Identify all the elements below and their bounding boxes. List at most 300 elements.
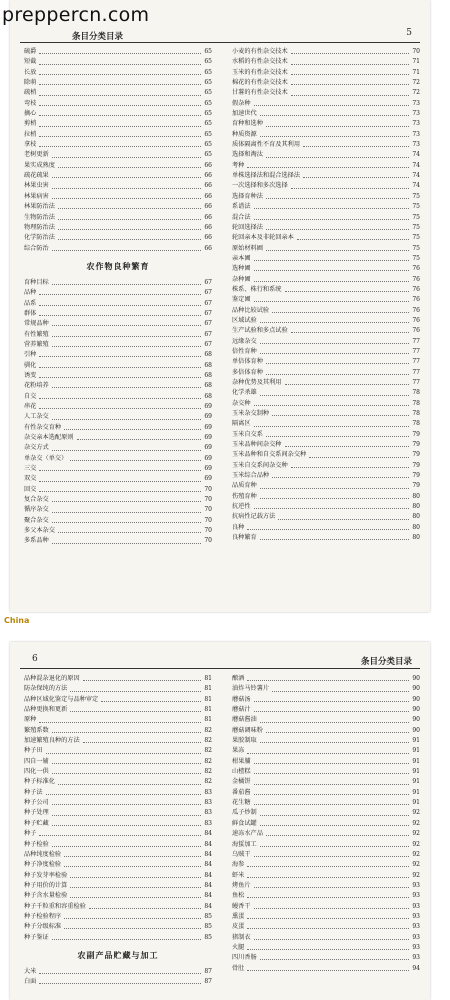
entry-page-number: 65 xyxy=(204,58,212,66)
index-entry xyxy=(232,933,420,943)
index-entry xyxy=(232,523,420,533)
entry-title: 种子标准化 xyxy=(24,778,55,786)
dot-leader xyxy=(247,917,409,919)
dot-leader xyxy=(39,125,201,127)
entry-title: 种子法 xyxy=(24,788,43,796)
entry-page-number: 66 xyxy=(204,213,212,221)
dot-leader xyxy=(247,969,409,971)
index-entry xyxy=(24,474,212,484)
entry-title: 种子鉴证 xyxy=(24,933,49,941)
index-entry xyxy=(24,674,212,684)
entry-page-number: 75 xyxy=(412,254,420,262)
entry-page-number: 66 xyxy=(204,223,212,231)
index-entry xyxy=(232,788,420,798)
dot-leader xyxy=(52,824,202,826)
dot-leader xyxy=(260,814,410,816)
entry-page-number: 73 xyxy=(412,110,420,118)
entry-title: 串花 xyxy=(24,403,37,410)
dot-leader xyxy=(247,166,409,168)
dot-leader xyxy=(266,373,409,375)
index-entry xyxy=(232,829,420,839)
entry-title: 品种混杂退化的原因 xyxy=(24,675,80,682)
entry-title: 甘薯的有性杂交技术 xyxy=(232,89,288,97)
index-entry xyxy=(24,361,212,371)
index-entry xyxy=(24,233,212,243)
entry-page-number: 90 xyxy=(412,695,420,703)
index-entry xyxy=(24,912,212,922)
dot-leader xyxy=(83,679,202,681)
dot-leader xyxy=(64,855,201,857)
dot-leader xyxy=(247,679,409,681)
index-entry xyxy=(24,402,212,412)
dot-leader xyxy=(254,886,410,888)
entry-page-number: 93 xyxy=(412,912,420,920)
dot-leader xyxy=(285,290,410,292)
entry-page-number: 79 xyxy=(412,482,420,490)
dot-leader xyxy=(260,114,410,116)
entry-title: 林果虫害 xyxy=(24,182,49,190)
entry-page-number: 68 xyxy=(204,361,212,369)
entry-page-number: 67 xyxy=(204,289,212,297)
entry-title: 品种 xyxy=(24,289,37,297)
entry-title: 品系 xyxy=(24,299,37,307)
entry-page-number: 81 xyxy=(204,695,212,703)
index-entry xyxy=(232,430,420,440)
entry-page-number: 65 xyxy=(204,48,212,55)
entry-title: 玉米自交系间杂交种 xyxy=(232,461,288,469)
entry-title: 隔离区 xyxy=(232,420,251,428)
dot-leader xyxy=(272,311,409,313)
index-entry xyxy=(24,715,212,725)
index-entry xyxy=(232,68,420,78)
entry-page-number: 78 xyxy=(412,420,420,428)
dot-leader xyxy=(52,731,202,733)
dot-leader xyxy=(39,721,201,723)
dot-leader xyxy=(39,376,201,378)
entry-page-number: 66 xyxy=(204,182,212,190)
entry-page-number: 69 xyxy=(204,465,212,473)
entry-page-number: 73 xyxy=(412,141,420,149)
entry-title: 火腿 xyxy=(232,943,245,951)
entry-page-number: 69 xyxy=(204,434,212,442)
entry-title: 品种更换和更新 xyxy=(24,706,68,714)
entry-title: 疏花疏果 xyxy=(24,172,49,180)
entry-page-number: 81 xyxy=(204,716,212,724)
entry-page-number: 67 xyxy=(204,320,212,328)
index-entry xyxy=(232,316,420,326)
index-entry xyxy=(24,330,212,340)
dot-leader xyxy=(291,187,410,189)
index-entry xyxy=(24,871,212,881)
entry-title: 弯枝 xyxy=(24,99,37,107)
entry-title: 蘑菇汁 xyxy=(232,706,251,714)
dot-leader xyxy=(58,228,201,230)
entry-page-number: 93 xyxy=(412,943,420,951)
index-entry xyxy=(232,254,420,264)
dot-leader xyxy=(266,362,409,364)
entry-title: 亲本圃 xyxy=(232,254,251,262)
index-entry xyxy=(24,464,212,474)
dot-leader xyxy=(260,321,410,323)
index-entry xyxy=(232,140,420,150)
entry-title: 营养繁殖 xyxy=(24,340,49,348)
entry-page-number: 93 xyxy=(412,881,420,889)
index-entry xyxy=(232,109,420,119)
dot-leader xyxy=(266,197,409,199)
dot-leader xyxy=(260,352,410,354)
entry-page-number: 81 xyxy=(204,706,212,714)
entry-title: 良种 xyxy=(232,523,245,531)
entry-title: 海蜇加工 xyxy=(232,840,257,848)
entry-title: 抗逆性 xyxy=(232,503,251,511)
entry-title: 四川香肠 xyxy=(232,954,257,962)
dot-leader xyxy=(266,125,409,127)
index-entry xyxy=(232,337,420,347)
entry-page-number: 80 xyxy=(412,534,420,542)
entry-title: 短截 xyxy=(24,58,37,66)
entry-title: 海参 xyxy=(232,861,245,869)
index-entry xyxy=(232,244,420,254)
dot-leader xyxy=(260,958,410,960)
dot-leader xyxy=(70,886,201,888)
index-entry xyxy=(232,306,420,316)
entry-page-number: 67 xyxy=(204,278,212,286)
entry-title: 熏蛋 xyxy=(232,912,245,920)
entry-title: 杂交亲本选配原则 xyxy=(24,434,74,442)
index-entry xyxy=(232,47,420,57)
entry-page-number: 69 xyxy=(204,444,212,452)
index-entry xyxy=(24,223,212,233)
entry-title: 育种目标 xyxy=(24,278,49,286)
header-rule xyxy=(20,42,420,43)
dot-leader xyxy=(247,865,409,867)
index-entry xyxy=(232,481,420,491)
dot-leader xyxy=(52,335,202,337)
entry-title: 鱼松 xyxy=(232,892,245,900)
entry-title: 选种圃 xyxy=(232,265,251,273)
index-entry xyxy=(232,233,420,243)
entry-page-number: 76 xyxy=(412,306,420,314)
index-entry xyxy=(24,777,212,787)
entry-page-number: 94 xyxy=(412,964,420,972)
index-entry xyxy=(24,309,212,319)
index-entry xyxy=(24,850,212,860)
dot-leader xyxy=(52,772,202,774)
entry-page-number: 87 xyxy=(204,978,212,986)
entry-page-number: 82 xyxy=(204,737,212,745)
entry-title: 复合杂交 xyxy=(24,496,49,504)
dot-leader xyxy=(254,710,410,712)
dot-leader xyxy=(260,845,410,847)
index-entry xyxy=(232,378,420,388)
index-entry xyxy=(232,871,420,881)
entry-page-number: 82 xyxy=(204,768,212,776)
entry-page-number: 81 xyxy=(204,685,212,693)
index-entry xyxy=(232,161,420,171)
dot-leader xyxy=(52,814,202,816)
entry-title: 繁殖系数 xyxy=(24,726,49,734)
index-entry xyxy=(24,278,212,288)
index-entry xyxy=(232,746,420,756)
entry-page-number: 93 xyxy=(412,933,420,941)
entry-title: 摘心 xyxy=(24,110,37,118)
entry-page-number: 79 xyxy=(412,441,420,449)
section-heading: 农副产品贮藏与加工 xyxy=(77,949,159,960)
dot-leader xyxy=(260,342,410,344)
dot-leader xyxy=(254,259,410,261)
dot-leader xyxy=(39,83,201,85)
index-entry xyxy=(232,512,420,522)
index-entry xyxy=(24,829,212,839)
entry-title: 剪梢 xyxy=(24,120,37,128)
index-entry xyxy=(24,299,212,309)
entry-title: 皮蛋 xyxy=(232,923,245,931)
dot-leader xyxy=(70,896,201,898)
dot-leader xyxy=(39,145,201,147)
entry-page-number: 75 xyxy=(412,223,420,231)
entry-title: 种子田 xyxy=(24,747,43,755)
entry-page-number: 65 xyxy=(204,99,212,107)
entry-page-number: 72 xyxy=(412,79,420,87)
entry-page-number: 67 xyxy=(204,309,212,317)
entry-page-number: 66 xyxy=(204,203,212,211)
index-entry xyxy=(232,150,420,160)
index-entry xyxy=(232,850,420,860)
dot-leader xyxy=(46,793,202,795)
entry-title: 速冻水产品 xyxy=(232,830,263,838)
entry-page-number: 91 xyxy=(412,757,420,765)
entry-title: 杂交方式 xyxy=(24,444,49,452)
entry-page-number: 65 xyxy=(204,120,212,128)
dot-leader xyxy=(46,752,202,754)
dot-leader xyxy=(58,207,201,209)
entry-title: 生物防治法 xyxy=(24,213,55,221)
dot-leader xyxy=(266,228,409,230)
dot-leader xyxy=(101,700,201,702)
entry-title: 种子含水量检验 xyxy=(24,892,68,900)
index-entry xyxy=(232,674,420,684)
index-entry xyxy=(24,798,212,808)
entry-page-number: 77 xyxy=(412,347,420,355)
index-entry xyxy=(232,808,420,818)
index-entry xyxy=(24,746,212,756)
index-entry xyxy=(24,68,212,78)
dot-leader xyxy=(254,762,410,764)
entry-page-number: 80 xyxy=(412,513,420,521)
index-entry xyxy=(24,767,212,777)
entry-page-number: 70 xyxy=(204,527,212,535)
index-entry xyxy=(232,502,420,512)
document-page-5 xyxy=(10,0,430,612)
dot-leader xyxy=(52,449,202,451)
dot-leader xyxy=(39,355,201,357)
dot-leader xyxy=(254,938,410,940)
index-entry xyxy=(24,181,212,191)
index-entry xyxy=(24,726,212,736)
entry-page-number: 78 xyxy=(412,410,420,418)
entry-page-number: 65 xyxy=(204,110,212,118)
header-rule xyxy=(20,668,420,669)
index-entry xyxy=(232,88,420,98)
entry-page-number: 82 xyxy=(204,726,212,734)
entry-page-number: 66 xyxy=(204,234,212,242)
entry-page-number: 79 xyxy=(412,461,420,469)
entry-page-number: 90 xyxy=(412,716,420,724)
dot-leader xyxy=(254,404,410,406)
china-label: China xyxy=(4,616,30,625)
entry-title: 品质育种 xyxy=(232,482,257,490)
index-entry xyxy=(24,485,212,495)
index-entry xyxy=(232,819,420,829)
entry-title: 白面 xyxy=(24,978,37,986)
dot-leader xyxy=(285,445,410,447)
index-entry xyxy=(232,171,420,181)
entry-page-number: 77 xyxy=(412,379,420,386)
dot-leader xyxy=(39,407,201,409)
entry-page-number: 92 xyxy=(412,819,420,827)
entry-title: 单株选择法和混合选择法 xyxy=(232,172,301,180)
index-entry xyxy=(24,454,212,464)
entry-title: 种子贮藏 xyxy=(24,819,49,827)
entry-page-number: 92 xyxy=(412,850,420,858)
index-entry xyxy=(24,881,212,891)
entry-title: 拉梢 xyxy=(24,130,37,138)
entry-page-number: 67 xyxy=(204,299,212,307)
entry-title: 品种区域化鉴定与品种审定 xyxy=(24,695,99,703)
entry-title: 蘑菇汤 xyxy=(232,695,251,703)
entry-title: 玉米的有性杂交技术 xyxy=(232,68,288,76)
entry-title: 柑果脯 xyxy=(232,757,251,765)
index-entry xyxy=(24,202,212,212)
entry-page-number: 81 xyxy=(204,675,212,682)
dot-leader xyxy=(266,435,409,437)
entry-title: 玉米综合品种 xyxy=(232,472,270,480)
dot-leader xyxy=(260,824,410,826)
page-number: 6 xyxy=(32,654,38,664)
entry-page-number: 79 xyxy=(412,472,420,480)
index-entry xyxy=(24,891,212,901)
entry-title: 杂种优势及其利用 xyxy=(232,379,282,386)
entry-title: 假杂种 xyxy=(232,99,251,107)
index-entry xyxy=(24,443,212,453)
dot-leader xyxy=(254,793,410,795)
dot-leader xyxy=(291,52,410,54)
entry-page-number: 68 xyxy=(204,351,212,359)
index-entry xyxy=(24,536,212,546)
entry-page-number: 92 xyxy=(412,830,420,838)
entry-page-number: 71 xyxy=(412,58,420,66)
entry-title: 混合法 xyxy=(232,213,251,221)
dot-leader xyxy=(247,876,409,878)
entry-title: 自交 xyxy=(24,392,37,400)
index-entry xyxy=(24,495,212,505)
entry-page-number: 70 xyxy=(204,485,212,493)
entry-page-number: 67 xyxy=(204,330,212,338)
index-entry xyxy=(24,840,212,850)
index-entry xyxy=(232,388,420,398)
index-entry xyxy=(232,715,420,725)
entry-page-number: 70 xyxy=(204,506,212,514)
index-column-left xyxy=(24,47,212,547)
entry-title: 良种繁育 xyxy=(232,534,257,542)
entry-title: 四自一辅 xyxy=(24,757,49,765)
entry-page-number: 72 xyxy=(412,89,420,97)
dot-leader xyxy=(52,511,202,513)
entry-page-number: 77 xyxy=(412,337,420,345)
dot-leader xyxy=(247,948,409,950)
document-page-6 xyxy=(10,642,430,1000)
index-entry xyxy=(232,419,420,429)
entry-title: 群体 xyxy=(24,309,37,317)
entry-page-number: 93 xyxy=(412,954,420,962)
dot-leader xyxy=(260,721,410,723)
entry-page-number: 65 xyxy=(204,130,212,138)
entry-title: 种子净度检验 xyxy=(24,861,62,869)
entry-page-number: 84 xyxy=(204,861,212,869)
entry-title: 原始材料圃 xyxy=(232,244,263,252)
entry-page-number: 79 xyxy=(412,430,420,438)
entry-title: 鲜食试罐 xyxy=(232,819,257,827)
entry-page-number: 67 xyxy=(204,340,212,348)
index-entry xyxy=(232,409,420,419)
index-entry xyxy=(232,736,420,746)
entry-page-number: 90 xyxy=(412,685,420,693)
dot-leader xyxy=(58,783,201,785)
entry-title: 种子千粒重和容重检验 xyxy=(24,902,86,910)
index-entry xyxy=(232,78,420,88)
dot-leader xyxy=(254,269,410,271)
entry-page-number: 84 xyxy=(204,850,212,858)
entry-title: 玉米品种间杂交种 xyxy=(232,441,282,449)
index-entry xyxy=(24,423,212,433)
entry-page-number: 76 xyxy=(412,285,420,293)
index-entry xyxy=(232,119,420,129)
entry-title: 蘑菇调味粉 xyxy=(232,726,263,734)
entry-page-number: 69 xyxy=(204,454,212,462)
index-entry xyxy=(24,505,212,515)
entry-title: 引种 xyxy=(24,351,37,359)
entry-title: 单倍体育种 xyxy=(232,358,263,366)
dot-leader xyxy=(303,176,409,178)
entry-title: 林果病害 xyxy=(24,192,49,200)
dot-leader xyxy=(52,345,202,347)
dot-leader xyxy=(39,982,201,984)
index-entry xyxy=(24,371,212,381)
entry-title: 种子分级标准 xyxy=(24,923,62,931)
index-entry xyxy=(24,78,212,88)
entry-page-number: 90 xyxy=(412,726,420,734)
index-entry xyxy=(24,47,212,57)
index-entry xyxy=(232,922,420,932)
index-entry xyxy=(232,461,420,471)
entry-page-number: 83 xyxy=(204,788,212,796)
index-entry xyxy=(232,130,420,140)
entry-page-number: 65 xyxy=(204,141,212,149)
entry-title: 果胶制取 xyxy=(232,737,257,745)
entry-title: 选择和淘汰 xyxy=(232,151,263,159)
entry-title: 猪制衣 xyxy=(232,933,251,941)
dot-leader xyxy=(39,490,201,492)
dot-leader xyxy=(77,438,202,440)
entry-page-number: 66 xyxy=(204,192,212,200)
entry-title: 伤殖育种 xyxy=(232,492,257,500)
site-watermark: prepperc​n.com xyxy=(2,4,150,26)
index-entry xyxy=(232,492,420,502)
entry-title: 果实成熟度 xyxy=(24,161,55,169)
index-entry xyxy=(24,860,212,870)
index-entry xyxy=(24,171,212,181)
entry-title: 花粉培养 xyxy=(24,382,49,390)
